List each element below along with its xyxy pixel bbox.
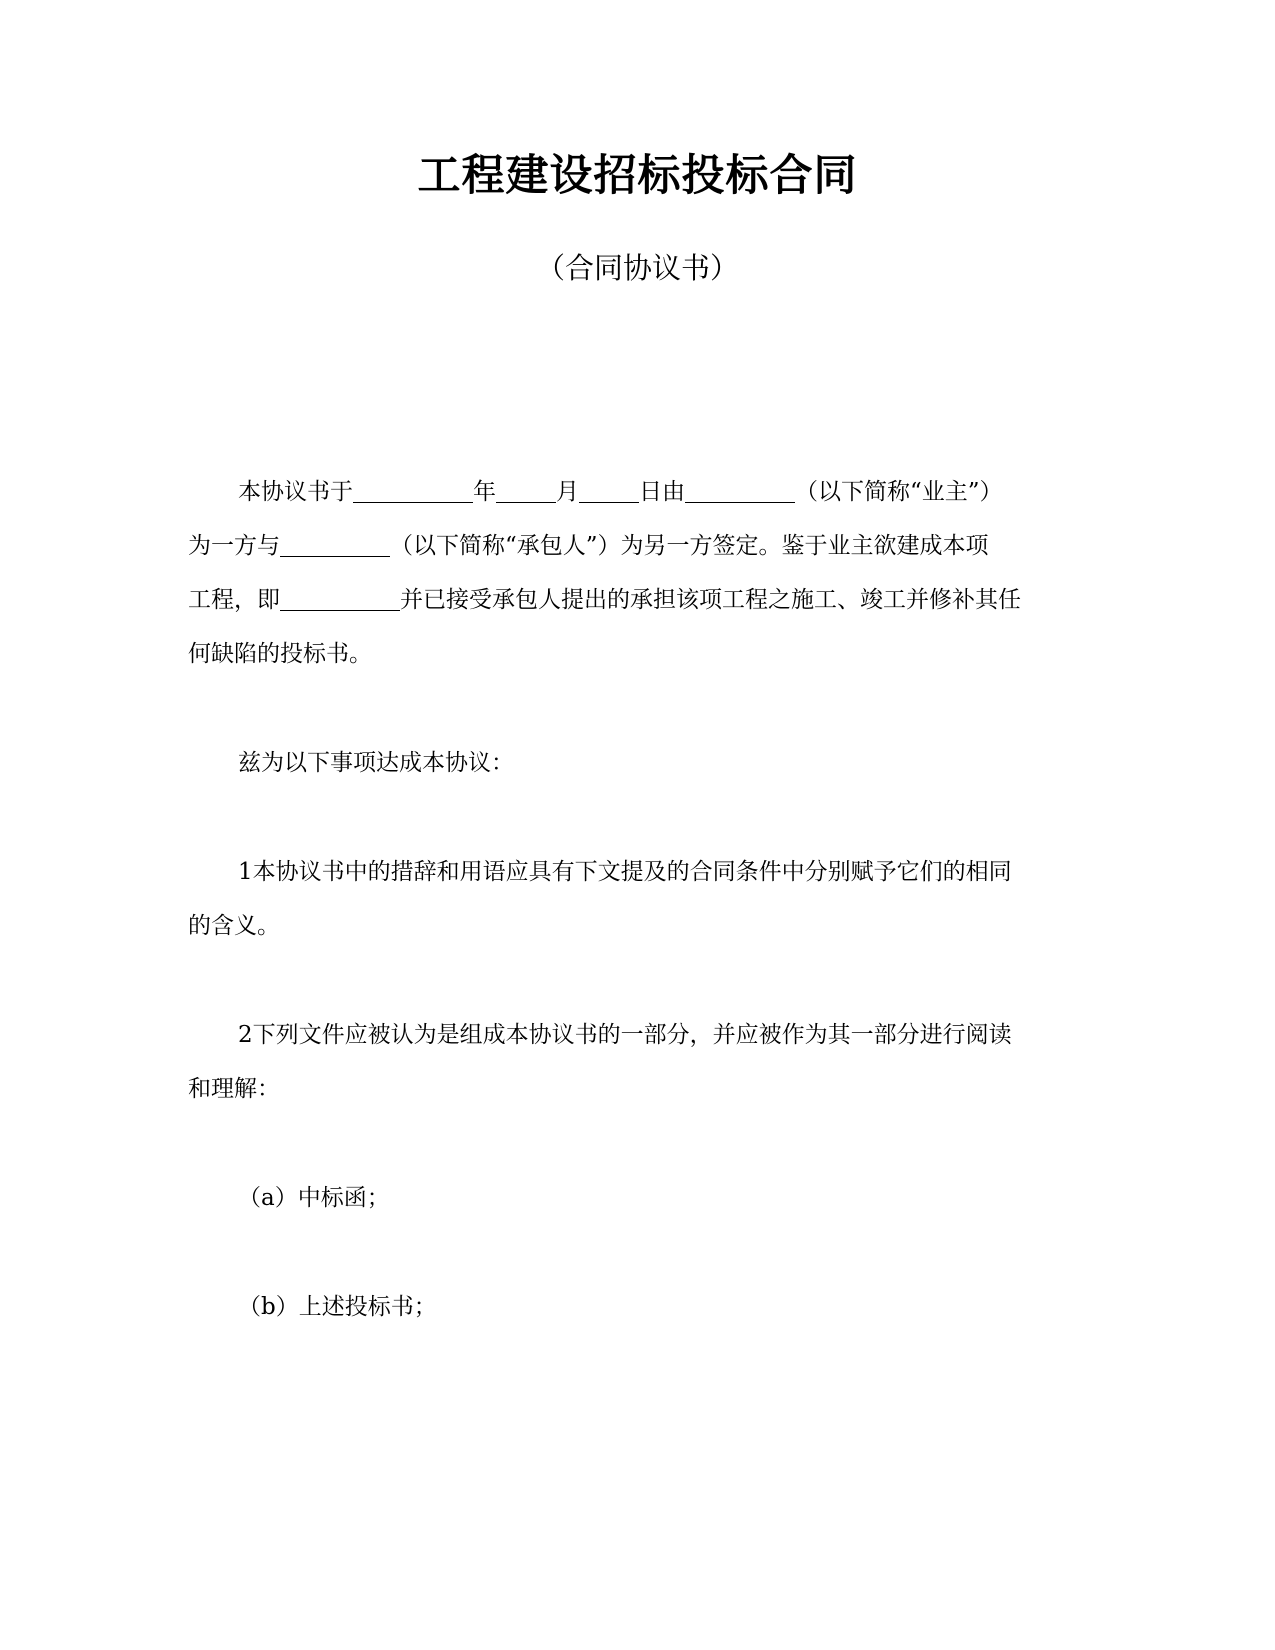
para1-text: 日由 bbox=[639, 479, 685, 505]
para1-line1 bbox=[238, 475, 1003, 509]
clause2-line1: 2下列文件应被认为是组成本协议书的一部分，并应被作为其一部分进行阅读 bbox=[238, 1022, 1012, 1048]
item-a: （a）中标函； bbox=[238, 1185, 390, 1211]
clause2-line2: 和理解： bbox=[188, 1076, 280, 1102]
para1-text: 并已接受承包人提出的承担该项工程之施工、竣工并修补其任 bbox=[400, 587, 1021, 613]
para1-line4: 何缺陷的投标书。 bbox=[188, 641, 372, 667]
clause1-line2: 的含义。 bbox=[188, 913, 280, 939]
clause1-line1: 1本协议书中的措辞和用语应具有下文提及的合同条件中分别赋予它们的相同 bbox=[238, 859, 1012, 885]
para1-text: 工程，即 bbox=[188, 587, 280, 613]
month-blank bbox=[496, 478, 556, 503]
para1-text: 月 bbox=[556, 479, 579, 505]
para1-text: 年 bbox=[473, 479, 496, 505]
owner-blank bbox=[685, 478, 795, 503]
para1-line3 bbox=[188, 583, 1021, 617]
para1-text: （以下简称“承包人”）为另一方签定。鉴于业主欲建成本项 bbox=[390, 533, 989, 559]
document-subtitle: （合同协议书） bbox=[535, 251, 739, 285]
contractor-blank bbox=[280, 532, 390, 557]
para1-text: 本协议书于 bbox=[238, 479, 353, 505]
project-blank bbox=[280, 586, 400, 611]
year-blank bbox=[353, 478, 473, 503]
item-b: （b）上述投标书； bbox=[238, 1294, 437, 1320]
agreement-intro: 兹为以下事项达成本协议： bbox=[238, 750, 514, 776]
day-blank bbox=[579, 478, 639, 503]
document-title: 工程建设招标投标合同 bbox=[417, 151, 858, 201]
para1-text: （以下简称“业主”） bbox=[795, 479, 1003, 505]
para1-text: 为一方与 bbox=[188, 533, 280, 559]
para1-line2 bbox=[188, 529, 989, 563]
